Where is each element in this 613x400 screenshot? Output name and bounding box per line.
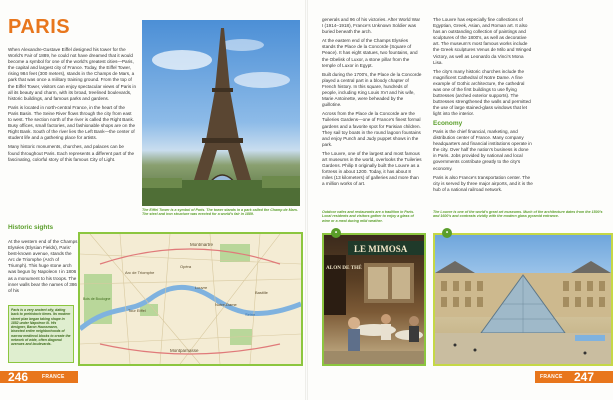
cafe-sign-side: ALON DE THÉ <box>326 265 362 271</box>
map-label-opera: Opéra <box>180 264 192 269</box>
map-label-bastille: Bastille <box>255 290 268 295</box>
page-number-right: 247 <box>574 370 595 384</box>
cafe-badge: • <box>331 228 341 238</box>
right-paragraph: At the eastern end of the Champs Elysées stands the Place de la Concorde (Square of Peace). It has eight statues, two fountains, and the Obelisk of Luxor, a stone pillar from the temple of Luxor in Egypt. <box>322 38 418 68</box>
map-graphic <box>80 234 301 364</box>
historic-paragraph: At the western end of the Champs Elysées (Elysian Fields), Paris' best-known avenue, stands the Arc de Triomphe (Arch of Triumph). This huge stone arch was begun by Napoleon I in 1806 as a monument to his troops. The inner walls bear the names of 386 of his <box>8 239 78 293</box>
louvre-caption: The Louvre is one of the world's great art museums. Much of the architecture dates from the 1500's and 1600's and contrasts vividly with the modern glass pyramid entrance. <box>433 210 603 219</box>
economy-column <box>433 120 533 196</box>
footer-label-left: FRANCE <box>42 374 65 380</box>
map-label-montmartre: Montmartre <box>190 242 214 247</box>
economy-heading: Economy <box>433 120 463 127</box>
map-label-montparnasse: Montparnasse <box>170 348 199 353</box>
cafe-photo <box>322 233 426 366</box>
right-column-1 <box>322 17 422 190</box>
louvre-badge: • <box>442 228 452 238</box>
cafe-caption: Outdoor cafes and restaurants are a tradition in Paris. Local residents and visitors gather to enjoy a glass of wine or a meal during mild weather. <box>322 210 415 223</box>
historic-heading: Historic sights <box>8 224 54 231</box>
right-paragraph: Built during the 1700's, the Place de la Concorde played a central part in a bloody chapter of French history. In this square, hundreds of people, including King Louis XVI and his wife, Marie Antoinette, were beheaded by the guillotine. <box>322 71 422 108</box>
right-column-2 <box>433 17 533 121</box>
right-paragraph: The Louvre, one of the largest and most famous art museums in the world, overlooks the Tuileries Gardens. Philip II originally built the Louvre as a fortress in about 1200. Today, it has about 8 miles (13 kilometers) of galleries and more than a million works of art. <box>322 150 422 187</box>
louvre-scene <box>435 235 611 364</box>
map-label-bois: Bois de Boulogne <box>83 297 111 301</box>
eiffel-tower-icon <box>142 20 300 206</box>
eiffel-caption: The Eiffel Tower is a symbol of Paris. The tower stands in a park called the Champ de Mars. The steel and iron structure was erected for a world's fair in 1889. <box>142 208 298 217</box>
map-label-arc: Arc de Triomphe <box>125 270 155 275</box>
map-label-notre-dame: Notre-Dame <box>215 302 237 307</box>
book-gutter <box>305 0 308 400</box>
right-paragraph: Across from the Place de la Concorde are the Tuileries Gardens—one of France's finest formal gardens and a favorite spot for Parisian children. They sail toy boats in the round lagoon fountains and enjoy Punch and Judy puppet shows in the park. <box>322 111 421 147</box>
intro-paragraph: Paris is located in north-central France, in the heart of the Paris Basin. The Seine River flows through the city from east to west. The section north of the river is called the Right Bank. Busy offices, small factories, and fashionable shops are on the Right Bank. South of the river lies the Left Bank—the center of student life and a gathering place for artists. <box>8 104 136 141</box>
paris-map <box>78 232 303 366</box>
footer-label-right: FRANCE <box>540 374 563 380</box>
page-number-left: 246 <box>8 370 29 384</box>
right-paragraph: generals and 96 of his victories. After World War I (1914–1918), France's Unknown Soldier was buried beneath the arch. <box>322 17 421 35</box>
intro-column <box>8 47 136 166</box>
map-label-seine: Seine <box>245 312 256 317</box>
intro-paragraph: When Alexandre-Gustave Eiffel designed his tower for the World's Fair of 1889, he could not have dreamed that it would become a symbol for one of the world's greatest cities—Paris, the capital and largest city of France. Today, the Eiffel Tower, rising 984 feet (300 meters), stands in the Champs de Mars, a park that was once a military training ground. From the top of the Eiffel Tower, visitors can enjoy spectacular views of Paris in all its beauty and charm, with its broad, treelined boulevards, historic buildings, and famous parks and gardens. <box>8 47 137 101</box>
intro-paragraph: Many historic monuments, churches, and palaces can be found throughout Paris. Each represents a different part of the fascinating, colorful story of this famous City of Light. <box>8 144 135 162</box>
page-title: PARIS <box>8 16 71 38</box>
louvre-photo <box>433 233 613 366</box>
historic-column <box>8 239 78 297</box>
economy-paragraph: Paris is also France's transportation center. The city is served by three major airports, and it is the hub of a national railroad network. <box>433 174 533 192</box>
map-note: Paris is a very ancient city, dating back to prehistoric times. Its modern street plan began taking shape in 1852 under Napoleon III. His designer, Baron Haussmann, bisected entire neighborhoods of narrow medieval blocks to create the network of wide, often diagonal avenues and boulevards. <box>8 305 74 363</box>
cafe-sign: LE MIMOSA <box>354 244 408 254</box>
right-paragraph: The city's many historic churches include the magnificent Cathedral of Notre Dame. A fine example of Gothic architecture, the cathedral was one of the first buildings to use flying buttresses (arched exterior supports). The buttresses strengthened the walls and permitted the use of large stained-glass windows that let light into the interior. <box>433 68 531 117</box>
eiffel-tower-photo <box>142 20 300 206</box>
economy-paragraph: Paris is the chief financial, marketing, and distribution center of France. Many company headquarters and financial institutions operate in the city. Over half the nation's business is done in Paris. Jobs provided by national and local governments contribute greatly to the city's economy. <box>433 129 532 171</box>
cafe-scene <box>324 235 424 364</box>
map-label-louvre: Louvre <box>195 285 208 290</box>
right-paragraph: The Louvre has especially fine collections of Egyptian, Greek, Asian, and Roman art. It also has an outstanding collection of paintings and sculptures of the 1800's, as well as decorative art. The museum's most famous works include the Greek sculptures Venus de Milo and Winged Victory, as well as Leonardo da Vinci's Mona Lisa. <box>433 17 532 65</box>
map-label-eiffel: Tour Eiffel <box>128 308 146 313</box>
